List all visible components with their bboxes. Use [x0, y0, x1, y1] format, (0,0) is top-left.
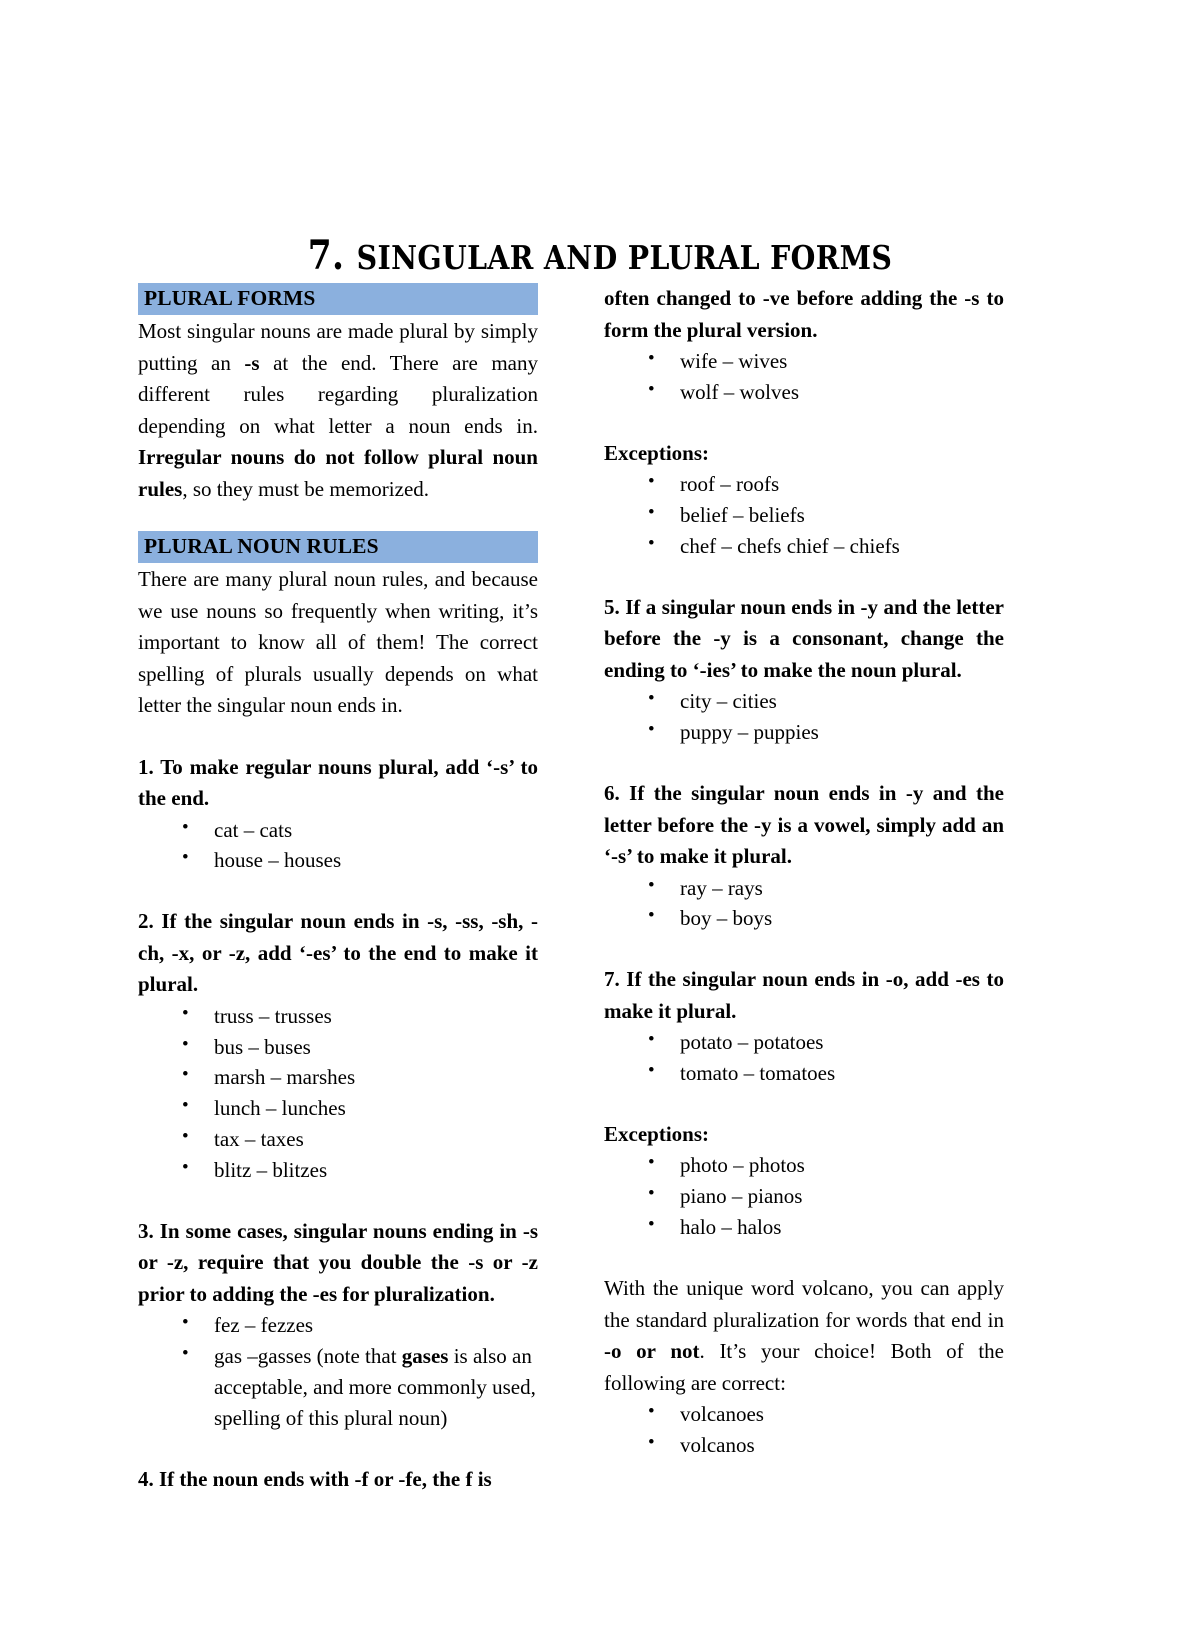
bullet-icon: •: [648, 1183, 655, 1205]
bullet-icon: •: [648, 1060, 655, 1082]
bullet-icon: •: [648, 1431, 655, 1453]
page-title-text: SINGULAR AND PLURAL FORMS: [356, 237, 893, 277]
spacer: [604, 934, 1004, 964]
list-item-label: roof – roofs: [680, 472, 780, 497]
list-item-label: tax – taxes: [214, 1127, 304, 1152]
text-run: is also an acceptable, and more commonly used, spelling of this plural noun): [214, 1344, 536, 1430]
list-item-label: lunch – lunches: [214, 1096, 346, 1121]
text-run: at the end. There are many different rules regarding pluralization depending on what letter a noun ends in.: [138, 350, 538, 438]
rule-7-example-list: [604, 1027, 1004, 1089]
page-title-number: 7.: [307, 231, 345, 279]
list-item: [604, 1027, 1004, 1058]
exceptions-2-heading: Exceptions:: [604, 1121, 709, 1146]
list-item: [604, 377, 1004, 408]
paragraph-volcano-note: [604, 1273, 1004, 1399]
bullet-icon: •: [648, 719, 655, 741]
list-item: [138, 815, 538, 846]
volcano-example-list: [604, 1399, 1004, 1461]
text-run: , so they must be memorized.: [182, 476, 430, 501]
spacer: [138, 722, 538, 752]
section-heading-plural-noun-rules: PLURAL NOUN RULES: [138, 531, 538, 563]
list-item-label: photo – photos: [680, 1153, 805, 1178]
list-item: [138, 845, 538, 876]
exceptions-1-list: [604, 469, 1004, 562]
rule-3-heading: 3. In some cases, singular nouns ending in -s or -z, require that you double the -s or -z prior to adding the -es for pluralization.: [138, 1218, 538, 1306]
bullet-icon: •: [648, 905, 655, 927]
rule-5-heading: 5. If a singular noun ends in -y and the letter before the -y is a consonant, change the ending to ‘-ies’ to make the noun plural.: [604, 594, 1004, 682]
rule-6-example-list: [604, 873, 1004, 935]
spacer: [138, 876, 538, 906]
text-run: Most singular nouns are made plural by simply putting an: [138, 319, 538, 375]
list-item-label: volcanos: [680, 1432, 755, 1457]
bullet-icon: •: [648, 378, 655, 400]
list-item: [604, 1399, 1004, 1430]
rule-6-heading: 6. If the singular noun ends in -y and the letter before the -y is a vowel, simply add an ‘-s’ to make it plural.: [604, 781, 1004, 869]
list-item-label: belief – beliefs: [680, 503, 805, 528]
bullet-icon: •: [648, 471, 655, 493]
rule-2-heading: 2. If the singular noun ends in -s, -ss, -sh, -ch, -x, or -z, add ‘-es’ to the end to make it plural.: [138, 909, 538, 997]
list-item: [604, 1181, 1004, 1212]
list-item: [138, 1032, 538, 1063]
list-item: [604, 531, 1004, 562]
list-item-label: house – houses: [214, 848, 342, 873]
text-run-bold: gases: [401, 1344, 449, 1369]
bullet-icon: •: [648, 1214, 655, 1236]
spacer: [138, 505, 538, 531]
bullet-icon: •: [648, 688, 655, 710]
list-item: [604, 717, 1004, 748]
list-item-label: wolf – wolves: [680, 379, 799, 404]
list-item-label: bus – buses: [214, 1034, 311, 1059]
rule-1-heading: 1. To make regular nouns plural, add ‘-s’ to the end.: [138, 754, 538, 811]
bullet-icon: •: [648, 1401, 655, 1423]
list-item: [604, 500, 1004, 531]
bullet-icon: •: [182, 1002, 189, 1024]
spacer: [604, 748, 1004, 778]
list-item-label: wife – wives: [680, 349, 788, 373]
list-item-label: piano – pianos: [680, 1184, 803, 1209]
list-item-label: halo – halos: [680, 1215, 782, 1240]
bullet-icon: •: [648, 532, 655, 554]
list-item: [138, 1001, 538, 1032]
list-item-label: marsh – marshes: [214, 1065, 356, 1090]
bullet-icon: •: [648, 874, 655, 896]
list-item: [138, 1341, 538, 1434]
two-column-body: [138, 283, 1062, 1495]
list-item-label: ray – rays: [680, 875, 763, 900]
bullet-icon: •: [648, 1152, 655, 1174]
list-item-label: boy – boys: [680, 906, 773, 931]
bullet-icon: •: [182, 847, 189, 869]
bullet-icon: •: [648, 348, 655, 369]
exceptions-2-list: [604, 1150, 1004, 1243]
rule-4-heading-continued: often changed to -ve before adding the -s to form the plural version.: [604, 286, 1004, 342]
spacer: [604, 1243, 1004, 1273]
list-item-label: truss – trusses: [214, 1003, 332, 1028]
list-item-label: cat – cats: [214, 817, 293, 842]
list-item: [138, 1124, 538, 1155]
list-item-label: [214, 1344, 536, 1430]
list-item: [138, 1093, 538, 1124]
list-item: [604, 1212, 1004, 1243]
spacer: [138, 1186, 538, 1216]
rule-1-example-list: [138, 815, 538, 877]
spacer: [138, 1434, 538, 1464]
list-item: [604, 346, 1004, 377]
rule-4-example-list: [604, 346, 1004, 408]
list-item: [604, 873, 1004, 904]
bullet-icon: •: [182, 1343, 189, 1365]
text-run-bold: -s: [244, 350, 260, 375]
list-item: [604, 903, 1004, 934]
text-run: gas –gasses (note that: [214, 1344, 402, 1369]
list-item: [604, 1058, 1004, 1089]
rule-7-heading: 7. If the singular noun ends in -o, add -es to make it plural.: [604, 967, 1004, 1023]
list-item-label: city – cities: [680, 689, 777, 714]
rule-4-heading: 4. If the noun ends with -f or -fe, the f is: [138, 1466, 492, 1491]
rule-5-example-list: [604, 686, 1004, 748]
list-item-label: tomato – tomatoes: [680, 1061, 836, 1086]
text-run: With the unique word volcano, you can apply the standard pluralization for words that end in: [604, 1276, 1004, 1332]
bullet-icon: •: [648, 502, 655, 524]
list-item-label: volcanoes: [680, 1402, 764, 1427]
list-item-label: puppy – puppies: [680, 720, 819, 745]
list-item: [604, 1430, 1004, 1461]
spacer: [604, 562, 1004, 592]
bullet-icon: •: [182, 1312, 189, 1334]
paragraph-plural-forms: [138, 316, 538, 505]
bullet-icon: •: [182, 816, 189, 838]
text-run-bold: -o or not: [604, 1339, 700, 1364]
bullet-icon: •: [182, 1095, 189, 1117]
list-item: [604, 469, 1004, 500]
list-item: [604, 686, 1004, 717]
bullet-icon: •: [182, 1157, 189, 1179]
text-run-bold: Irregular nouns do not follow plural noun rules: [138, 445, 538, 501]
exceptions-1-heading: Exceptions:: [604, 440, 709, 465]
rule-3-example-list: [138, 1310, 538, 1433]
bullet-icon: •: [182, 1126, 189, 1148]
section-heading-plural-forms: PLURAL FORMS: [138, 283, 538, 315]
right-column: [604, 283, 1004, 1495]
list-item-label: blitz – blitzes: [214, 1158, 328, 1183]
spacer: [604, 408, 1004, 438]
rule-2-example-list: [138, 1001, 538, 1186]
list-item-label: fez – fezzes: [214, 1313, 314, 1338]
paragraph-plural-noun-rules: There are many plural noun rules, and because we use nouns so frequently when writing, it’s important to know all of them! The correct spelling of plurals usually depends on what letter the singular noun ends in.: [138, 567, 538, 718]
list-item: [604, 1150, 1004, 1181]
spacer: [604, 1089, 1004, 1119]
list-item: [138, 1155, 538, 1186]
text-run: . It’s your choice! Both of the following are correct:: [604, 1339, 1005, 1395]
list-item-label: chef – chefs chief – chiefs: [680, 533, 900, 558]
left-column: [138, 283, 538, 1495]
bullet-icon: •: [182, 1033, 189, 1055]
list-item: [138, 1062, 538, 1093]
bullet-icon: •: [182, 1064, 189, 1086]
list-item-label: potato – potatoes: [680, 1030, 824, 1055]
page-title: [84, 232, 1116, 279]
bullet-icon: •: [648, 1029, 655, 1051]
list-item: [138, 1310, 538, 1341]
